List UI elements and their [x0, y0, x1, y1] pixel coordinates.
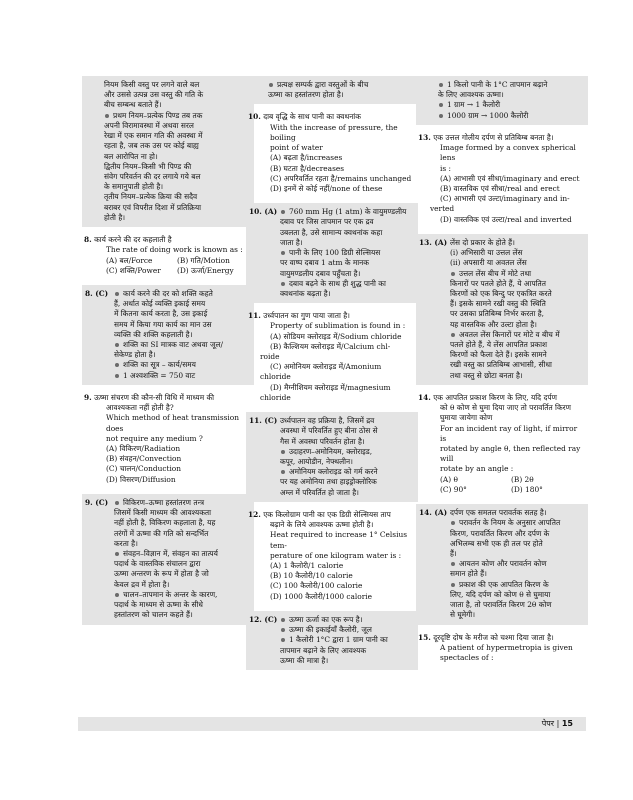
- block-text: [438, 80, 582, 121]
- answer-9: [82, 494, 254, 625]
- question-number: 11.: [248, 311, 261, 321]
- text-line: चालन–तापमान के अन्तर के कारण,: [114, 590, 248, 600]
- question-text: [418, 133, 582, 225]
- text-line: हैं, अर्थात कोई व्यक्ति इकाई समय: [114, 299, 206, 309]
- question-first-line: [248, 112, 412, 122]
- question-11: [246, 309, 418, 406]
- option: roide: [260, 352, 280, 362]
- option: (A) 1 कैलोरी/1 calorie: [270, 560, 344, 570]
- option: (B) घटता है/decreases: [270, 163, 345, 173]
- text-line: कपूर, आयोडीन, नेफ्थलीन।: [280, 457, 353, 466]
- option-a: (A) बल/Force: [106, 255, 153, 265]
- text-line: बल आरोपित ना हो।: [104, 151, 158, 161]
- text-line: के लिए आवश्यक ऊष्मा।: [438, 90, 504, 100]
- text-line: अवतल लेंस किनारों पर मोटे व बीच में: [450, 330, 582, 340]
- question-text-line: rotated by angle θ, then reflected ray will: [440, 444, 581, 464]
- column-left: [82, 76, 254, 631]
- text-line: हैं। इसके सामने रखी वस्तु की स्थिति: [450, 299, 546, 309]
- question-text-line: Which method of heat transmission does: [106, 413, 239, 433]
- answer-text: [438, 238, 582, 381]
- options-row: [418, 485, 582, 495]
- text-line: 1 किलो पानी के 1°C तापमान बढ़ाने: [438, 80, 582, 90]
- text-line: विकिरण–ऊष्मा हस्तांतरण तन्त्र: [114, 498, 248, 508]
- text-line: पदार्थ के वास्तविक संचालन द्वारा: [114, 559, 201, 569]
- answer-head: 12. (C): [249, 614, 278, 624]
- options-row: [84, 256, 248, 266]
- text-line: द्वितीय नियम–किसी भी पिण्ड की: [104, 161, 192, 171]
- text-line: बीच सम्बन्ध बताते हैं।: [104, 100, 162, 110]
- text-line: प्रकाश की एक आपतित किरण के: [450, 580, 582, 590]
- question-8: [82, 233, 254, 279]
- text-line: नहीं होती है, विकिरण कहलाता है, यह: [114, 518, 216, 528]
- text-line: किरणों को एक बिन्दु पर एकत्रित करते: [450, 288, 552, 298]
- option: (A) आभासी एवं सीधा/imaginary and erect: [440, 173, 580, 183]
- text-line: यह वास्तविक और उल्टा होता है।: [450, 319, 537, 329]
- question-text: [248, 311, 412, 403]
- question-text-line: perature of one kilogram water is :: [270, 550, 402, 560]
- question-text-hi: कार्य करने की दर कहलाती है: [94, 235, 172, 245]
- answer-block-9-continued: [246, 76, 418, 104]
- question-first-line: [248, 311, 412, 321]
- text-line: अवस्था में परिवर्तित हुए बीना ठोस से: [280, 426, 378, 436]
- text-line: 1 कैलोरी 1°C द्वारा 1 ग्राम पानी का: [280, 635, 412, 645]
- text-line: शक्ति का SI मात्रक वाट अथवा जूल/: [114, 340, 248, 350]
- text-line: शक्ति का सूत्र – कार्य/समय: [114, 360, 248, 370]
- text-line: पर यह अमोनिया तथा हाइड्रोक्लोरिक: [280, 477, 377, 487]
- text-line: तृतीय नियम–प्रत्येक क्रिया की सदैव: [104, 192, 198, 202]
- text-line: प्रत्यक्ष सम्पर्क द्वारा वस्तुओं के बीच: [268, 80, 412, 90]
- option: (B) संवहन/Convection: [106, 454, 182, 464]
- answer-text: [268, 416, 412, 498]
- block-text: [268, 80, 412, 100]
- text-line: किरण, परावर्तित किरण और दर्पण के: [450, 528, 550, 538]
- text-line: गैस में अवस्था परिवर्तन होता है।: [280, 436, 365, 446]
- text-line: पर उसका प्रतिबिम्ब निर्भर करता है,: [450, 309, 545, 319]
- text-line: पर वाष्प दबाव 1 atm के मानक: [280, 258, 369, 268]
- option: (D) मैग्नीशियम क्लोराइड में/magnesium: [270, 382, 391, 392]
- question-first-line: [84, 393, 248, 403]
- text-line: लेंस दो प्रकार के होते हैं।: [450, 237, 515, 247]
- text-line: 1 ग्राम → 1 कैलोरी: [438, 100, 582, 110]
- option: (C) अमोनियम क्लोराइड में/Amonium: [270, 362, 382, 372]
- text-line: उदाहरण–अमोनियम, क्लोराइड,: [280, 447, 412, 457]
- option-c: (C) शक्ति/Power: [106, 265, 161, 275]
- text-line: अम्ल में परिवर्तित हो जाता है।: [280, 487, 359, 497]
- answer-block-7-continued: [82, 76, 254, 227]
- question-text-line: आवश्यकता नहीं होती है?: [106, 403, 174, 413]
- text-line: जिसमें किसी माध्यम की आवश्यकता: [114, 508, 212, 518]
- text-line: अभिलम्ब सभी एक ही तल पर होते: [450, 538, 543, 548]
- text-line: और उससे उत्पन्न उस वस्तु की गति के: [104, 90, 204, 100]
- question-12: [246, 508, 418, 605]
- text-line: तरंगों में ऊष्मा की गति को सन्दर्भित: [114, 528, 209, 538]
- answer-11: [246, 412, 418, 502]
- text-line: वायुमण्डलीय दबाव पहुँचता है।: [280, 268, 361, 278]
- answer-8: [82, 285, 254, 385]
- option: (A) सोडियम क्लोराइड में/Sodium chloride: [270, 331, 402, 341]
- answer-14: [416, 504, 588, 624]
- text-line: दबाव पर जिस तापमान पर एक द्रव: [280, 217, 374, 227]
- option: (D) वास्तविक एवं उल्टा/real and inverted: [440, 214, 572, 224]
- question-number: 8.: [84, 235, 92, 245]
- text-line: लिए, यदि दर्पण को कोण θ से घुमाया: [450, 589, 551, 599]
- text-line: रखी वस्तु का प्रतिबिम्ब आभासी, सीधा: [450, 360, 552, 370]
- question-text-line: With the increase of pressure, the boiling: [270, 122, 398, 142]
- column-right: [416, 76, 588, 672]
- text-line: उत्तल लेंस बीच में मोटे तथा: [450, 269, 582, 279]
- question-10: [246, 110, 418, 197]
- footer-bar: [78, 717, 586, 731]
- text-line: संवेग परिवर्तन की दर लगाये गये बल: [104, 171, 201, 181]
- question-text-line: उर्ध्वपातन का गुण पाया जाता है।: [263, 311, 350, 321]
- text-line: अपनी विरामावस्था में अथवा सरल: [104, 120, 194, 130]
- answer-head: 11. (C): [249, 416, 278, 426]
- question-text-line: not require any medium ?: [106, 433, 203, 443]
- question-text-line: Heat required to increase 1° Celsius tem-: [270, 530, 408, 550]
- footer-separator: |: [556, 719, 560, 728]
- text-line: रेखा में एक समान गति की अवस्था में: [104, 131, 203, 141]
- text-line: क्वथनांक बढ़ता है।: [280, 288, 331, 298]
- option-b: (B) 2θ: [511, 474, 534, 484]
- text-line: बराबर एवं विपरीत दिशा में प्रतिक्रिया: [104, 202, 202, 212]
- question-number: 14.: [418, 392, 431, 402]
- option-a: (A) θ: [440, 474, 458, 484]
- text-line: सेकेण्ड होता है।: [114, 350, 156, 360]
- question-text-line: Image formed by a convex spherical lens: [440, 143, 576, 163]
- option-d: (D) ऊर्जा/Energy: [177, 265, 234, 275]
- question-number: 9.: [84, 392, 92, 402]
- answer-10: [246, 203, 418, 303]
- question-text-line: को θ कोण से घुमा दिया जाए तो परावर्तित किरण: [440, 403, 572, 413]
- question-number: 13.: [418, 132, 431, 142]
- text-line: होती है।: [104, 212, 126, 222]
- text-line: से घूमेगी।: [450, 610, 476, 620]
- question-text-line: एक आपतित प्रकाश किरण के लिए, यदि दर्पण: [433, 392, 557, 402]
- question-text-line: ऊष्मा संचरण की कौन-सी विधि में माध्यम की: [94, 392, 215, 402]
- text-line: ऊष्मा की मात्रा है।: [280, 655, 329, 665]
- question-text-line: spectacles of :: [440, 652, 494, 662]
- option: (B) 10 कैलोरी/10 calorie: [270, 571, 353, 581]
- question-14: [416, 391, 588, 498]
- text-line: ऊष्मा का हस्तांतरण होता है।: [268, 90, 344, 100]
- question-text-line: A patient of hypermetropia is given: [440, 642, 573, 652]
- text-line: करता है।: [114, 538, 138, 548]
- answer-text: [104, 289, 248, 381]
- option: (D) 1000 कैलोरी/1000 calorie: [270, 591, 373, 601]
- question-9: [82, 391, 254, 488]
- question-text: [248, 510, 412, 602]
- question-text: [418, 633, 582, 664]
- question-text: [418, 393, 582, 475]
- text-line: पानी के लिए 100 डिग्री सेल्सियस: [280, 248, 412, 258]
- question-text-line: rotate by an angle :: [440, 464, 514, 474]
- text-line: (i) अभिसारी या उत्तल लेंस: [450, 248, 523, 258]
- text-line: किनारों पर पतले होते हैं, ये आपतित: [450, 278, 546, 288]
- option: (A) विकिरण/Radiation: [106, 444, 181, 453]
- text-line: उर्ध्वपातन वह प्रक्रिया है, जिसमें द्रव: [280, 416, 375, 426]
- question-text-line: Property of sublimation is found in :: [270, 321, 406, 331]
- text-line: प्रथम नियम–प्रत्येक पिण्ड तब तक: [104, 111, 248, 121]
- question-text-en: The rate of doing work is known as :: [106, 245, 243, 255]
- text-line: के समानुपाती होती है।: [104, 182, 164, 192]
- footer-text: [542, 718, 573, 729]
- text-line: केवल द्रव में होता है।: [114, 579, 170, 589]
- text-line: (ii) अपसारी या अवतल लेंस: [450, 258, 527, 268]
- answer-head: 8. (C): [85, 288, 109, 298]
- question-number: 12.: [248, 509, 261, 519]
- options-row: [84, 266, 248, 276]
- page-number: 15: [561, 719, 573, 728]
- option: (D) इनमें से कोई नहीं/none of these: [270, 183, 383, 193]
- question-number: 10.: [248, 112, 261, 122]
- question-15: [416, 631, 588, 667]
- answer-block-12-continued: [416, 76, 588, 125]
- options-row: [418, 475, 582, 485]
- text-line: समान होते हैं।: [450, 569, 487, 579]
- option: (C) आभासी एवं उल्टा/imaginary and in-: [440, 194, 570, 204]
- question-text-line: दाब वृद्धि के साथ पानी का क्वथनांक: [263, 112, 361, 122]
- option: (A) बढ़ता है/increases: [270, 153, 343, 163]
- text-line: 760 mm Hg (1 atm) के वायुमण्डलीय: [280, 207, 412, 217]
- answer-head: 13. (A): [419, 237, 448, 247]
- question-text-line: बढ़ाने के लिये आवश्यक ऊष्मा होती है।: [270, 520, 374, 530]
- question-first-line: [418, 633, 582, 643]
- option: (B) वास्तविक एवं सीधा/real and erect: [440, 183, 560, 193]
- answer-text: [268, 207, 412, 299]
- text-line: हस्तांतरण को चालन कहते हैं।: [114, 610, 193, 620]
- column-middle: [246, 76, 418, 676]
- option: chloride: [260, 392, 291, 402]
- answer-text: [104, 498, 248, 621]
- footer-label: पेपर: [541, 719, 555, 728]
- text-line: रहता है, जब तक उस पर कोई बाह्य: [104, 141, 199, 151]
- answer-head: 9. (C): [85, 497, 109, 507]
- question-text: [248, 112, 412, 194]
- question-first-line: [248, 510, 412, 520]
- page-footer: [0, 715, 633, 733]
- text-line: तथा वस्तु से छोटा बनता है।: [450, 370, 523, 380]
- text-line: नियम किसी वस्तु पर लगने वाले बल: [104, 80, 200, 89]
- question-text-line: is :: [440, 163, 451, 173]
- option-b: (B) गति/Motion: [177, 255, 230, 265]
- text-line: 1000 ग्राम → 1000 कैलोरी: [438, 111, 582, 121]
- option-d: (D) 180°: [511, 484, 543, 494]
- question-number: 15.: [418, 632, 431, 642]
- block-text: [104, 80, 248, 223]
- option-c: (C) 90°: [440, 484, 467, 494]
- answer-head: 14. (A): [419, 508, 448, 518]
- question-first-line: [418, 393, 582, 403]
- text-line: जाता है।: [280, 237, 303, 247]
- question-text-line: दूरदृष्टि दोष के मरीज को चश्मा दिया जाता है।: [433, 632, 554, 642]
- option: (D) विसरण/Diffusion: [106, 474, 176, 484]
- option: (C) चालन/Conduction: [106, 464, 182, 474]
- text-line: संवहन–विज्ञान में, संवहन का तात्पर्य: [114, 549, 248, 559]
- question-text-line: point of water: [270, 143, 323, 153]
- text-line: ऊष्मा अन्तरण के रूप में होता है जो: [114, 569, 209, 579]
- option: (C) 100 कैलोरी/100 calorie: [270, 581, 363, 591]
- text-line: 1 अश्वशक्ति = 750 वाट: [114, 371, 248, 381]
- question-text-line: एक उत्तल गोलीय दर्पण से प्रतिबिम्ब बनता है।: [433, 132, 554, 142]
- question-text-line: For an incident ray of light, if mirror is: [440, 423, 578, 443]
- answer-12: [246, 611, 418, 670]
- question-text-line: घुमाया जायेगा कोण: [440, 413, 493, 423]
- option: chloride: [260, 372, 291, 382]
- text-line: पदार्थ के माध्यम से ऊष्मा के सीधे: [114, 600, 203, 610]
- text-line: उबलता है, उसे सामान्य क्वथनांक कहा: [280, 227, 383, 237]
- answer-text: [438, 508, 582, 620]
- text-line: तापमान बढ़ाने के लिए आवश्यक: [280, 645, 367, 655]
- question-text: [84, 393, 248, 485]
- text-line: दबाव बढ़ने के साथ ही शुद्ध पानी का: [280, 279, 412, 289]
- text-line: हैं।: [450, 548, 457, 558]
- text-line: समय में किया गया कार्य का मान उस: [114, 319, 212, 329]
- option: (C) अपरिवर्तित रहता है/remains unchanged: [270, 173, 412, 183]
- text-line: अमोनियम क्लोराइड को गर्म करने: [280, 467, 412, 477]
- text-line: में कितना कार्य करता है, उस इकाई: [114, 309, 208, 319]
- option: verted: [430, 204, 455, 214]
- option: (B) कैल्शियम क्लोराइड में/Calcium chl-: [270, 341, 391, 351]
- text-line: पतले होते हैं, ये लेंस आपतित प्रकाश: [450, 340, 548, 350]
- text-line: किरणों को फैला देते हैं। इसके सामने: [450, 350, 547, 360]
- question-first-line: [418, 133, 582, 143]
- text-line: आयतन कोण और परावर्तन कोण: [450, 559, 582, 569]
- text-line: व्यक्ति की शक्ति कहलाती है।: [114, 329, 193, 339]
- text-line: परावर्तन के नियम के अनुसार आपतित: [450, 518, 582, 528]
- text-line: जाता है, तो परावर्तित किरण 2θ कोण: [450, 600, 552, 610]
- text-line: ऊष्मा की इकाईयाँ कैलोरी, जूल: [280, 625, 412, 635]
- answer-text: [268, 615, 412, 666]
- question-text-line: एक किलोग्राम पानी का एक डिग्री सेल्सियस ताप: [263, 509, 391, 519]
- text-line: दर्पण एक समतल परावर्तक सतह है।: [450, 508, 547, 518]
- text-line: ऊष्मा ऊर्जा का एक रूप है।: [280, 615, 412, 625]
- question-13: [416, 131, 588, 228]
- answer-head: 10. (A): [249, 207, 278, 217]
- answer-13: [416, 234, 588, 385]
- text-line: कार्य करने की दर को शक्ति कहते: [114, 289, 248, 299]
